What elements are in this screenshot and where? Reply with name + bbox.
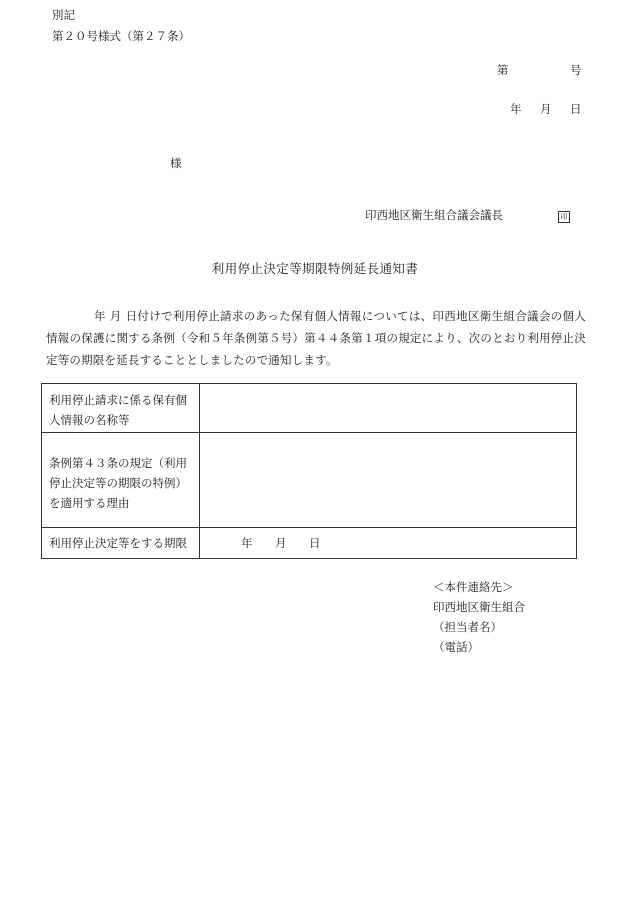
contact-person: （担当者名） <box>433 620 502 634</box>
row-label-extension-reason <box>42 433 200 528</box>
row-label-info-name <box>42 384 200 433</box>
details-table <box>41 383 577 559</box>
document-title: 利用停止決定等期限特例延長通知書 <box>211 261 419 276</box>
seal-mark <box>558 210 570 223</box>
seal-icon: 印 <box>558 211 570 223</box>
row-value-info-name <box>200 384 577 433</box>
date-year: 年 <box>510 102 522 116</box>
deadline-day: 日 <box>309 536 321 550</box>
row-value-deadline <box>200 528 577 559</box>
label-line: 条例第４３条の規定（利用 <box>49 456 187 470</box>
deadline-year: 年 <box>241 536 253 550</box>
notice-body: 年 月 日付けで利用停止請求のあった保有個人情報については、印西地区衛生組合議会の個人情報の保護に関する条例（令和５年条例第５号）第４４条第１項の規定により、次のとおり利用停止決定等の期限を延長することとしましたので通知します。 <box>46 309 586 367</box>
row-label-deadline: 利用停止決定等をする期限 <box>42 528 200 559</box>
form-number: 第２０号様式（第２７条） <box>52 29 190 43</box>
deadline-month: 月 <box>275 536 287 550</box>
label-line: 停止決定等の期限の特例） <box>49 476 187 490</box>
addressee-suffix: 様 <box>170 156 182 170</box>
doc-number-suffix: 号 <box>570 63 582 77</box>
sender-name: 印西地区衛生組合議会議長 <box>365 208 503 222</box>
contact-phone: （電話） <box>433 640 479 654</box>
label-line: 利用停止請求に係る保有個 <box>49 393 187 407</box>
table-row <box>42 384 577 433</box>
row-value-extension-reason <box>200 433 577 528</box>
label-line: 人情報の名称等 <box>49 413 130 427</box>
label-line: を適用する理由 <box>49 496 130 510</box>
contact-heading: ＜本件連絡先＞ <box>433 580 514 594</box>
contact-org: 印西地区衛生組合 <box>433 600 525 614</box>
date-month: 月 <box>540 102 552 116</box>
table-row <box>42 433 577 528</box>
table-row <box>42 528 577 559</box>
attachment-label: 別記 <box>52 8 75 22</box>
doc-number-prefix: 第 <box>497 63 509 77</box>
date-day: 日 <box>570 102 582 116</box>
